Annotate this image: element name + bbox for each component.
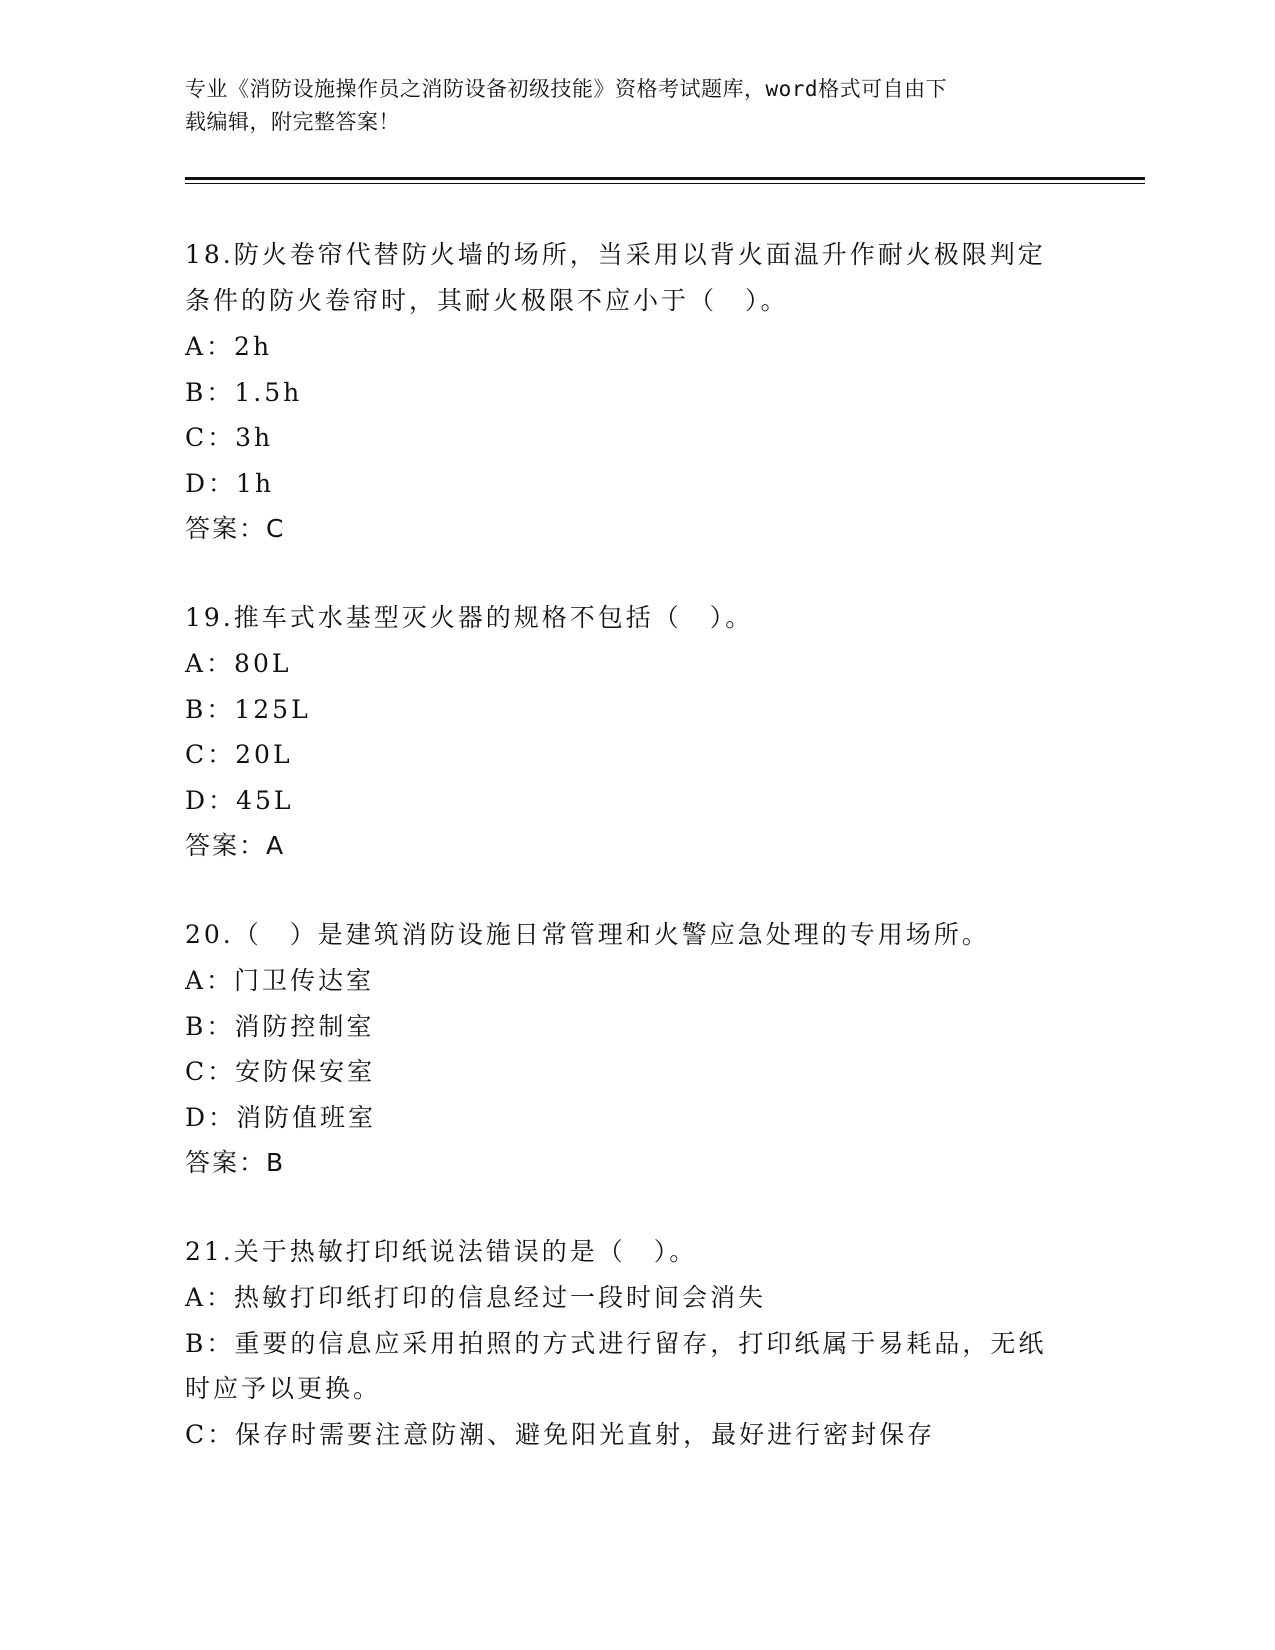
- answer-line: 答案：B: [185, 1148, 286, 1177]
- option-c: C：保存时需要注意防潮、避免阳光直射，最好进行密封保存: [185, 1419, 936, 1449]
- option-b: B：125L: [185, 694, 311, 724]
- question-stem: 18.防火卷帘代替防火墙的场所，当采用以背火面温升作耐火极限判定: [185, 240, 1046, 269]
- option-a: A：2h: [185, 332, 273, 361]
- question-20: [185, 912, 1085, 1185]
- header-divider-thick: [185, 177, 1145, 180]
- option-d: D：1h: [185, 468, 275, 498]
- question-21: [185, 1229, 1085, 1457]
- question-list: [185, 232, 1085, 1501]
- option-b-continued: 时应予以更换。: [185, 1374, 382, 1403]
- question-stem-continued: 条件的防火卷帘时，其耐火极限不应小于（ ）。: [185, 286, 789, 315]
- question-stem: 19.推车式水基型灭火器的规格不包括（ ）。: [185, 603, 754, 632]
- question-18: [185, 232, 1085, 551]
- question-19: [185, 595, 1085, 868]
- answer-line: 答案：A: [185, 831, 286, 860]
- header-divider-thin: [185, 183, 1145, 184]
- option-b: B：消防控制室: [185, 1011, 375, 1041]
- option-c: C：3h: [185, 423, 274, 452]
- header-line-1: 专业《消防设施操作员之消防设备初级技能》资格考试题库，word格式可自由下: [185, 77, 948, 101]
- question-stem: 21.关于热敏打印纸说法错误的是（ ）。: [185, 1237, 698, 1266]
- option-d: D：消防值班室: [185, 1102, 377, 1132]
- option-a: A：门卫传达室: [185, 966, 375, 995]
- question-stem: 20.（ ）是建筑消防设施日常管理和火警应急处理的专用场所。: [185, 920, 990, 949]
- option-d: D：45L: [185, 785, 294, 815]
- option-c: C：安防保安室: [185, 1057, 376, 1086]
- option-a: A：80L: [185, 649, 292, 678]
- option-c: C：20L: [185, 740, 293, 769]
- option-b: B：1.5h: [185, 377, 303, 407]
- option-b: B：重要的信息应采用拍照的方式进行留存，打印纸属于易耗品，无纸: [185, 1328, 1047, 1358]
- option-a: A：热敏打印纸打印的信息经过一段时间会消失: [185, 1283, 767, 1312]
- header-line-2: 载编辑，附完整答案！: [185, 110, 400, 134]
- document-header: [185, 73, 1085, 139]
- answer-line: 答案：C: [185, 514, 286, 543]
